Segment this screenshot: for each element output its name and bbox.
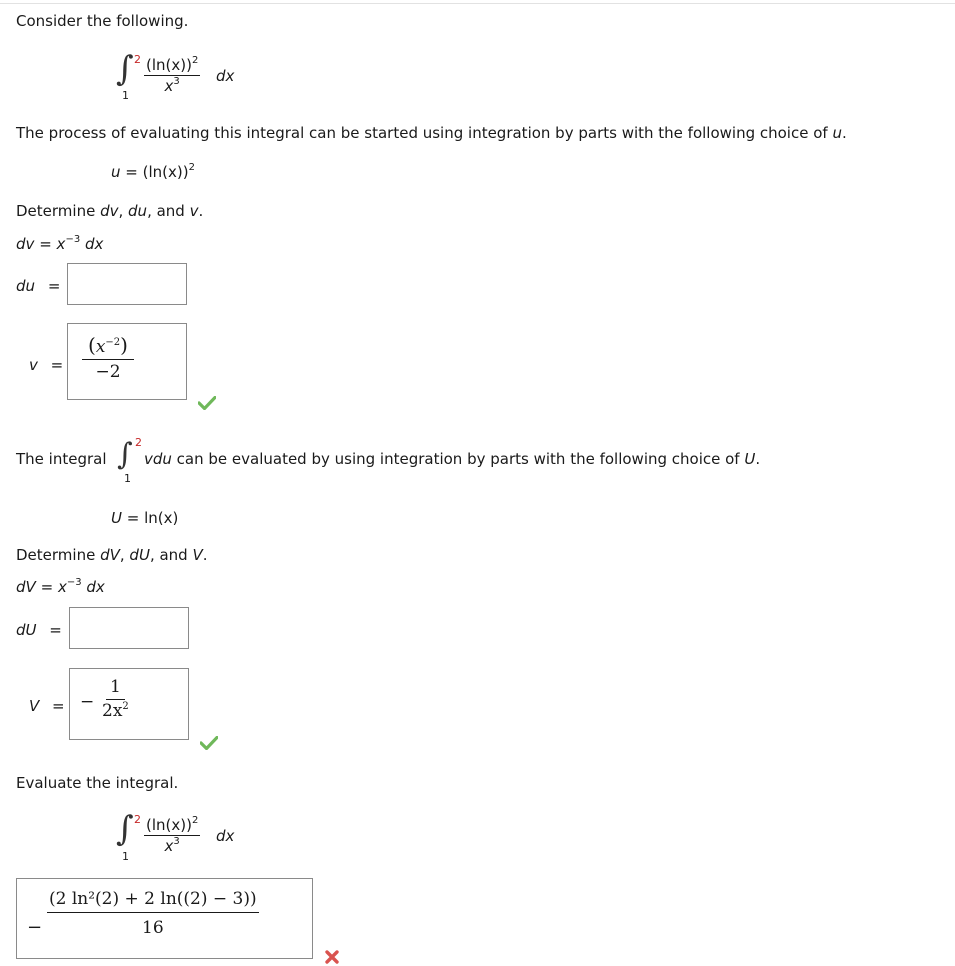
determine-2-pre: Determine [16, 546, 101, 564]
V-fraction [102, 677, 129, 721]
top-divider [0, 3, 955, 4]
process-end: . [841, 124, 847, 142]
dv-label: dv [16, 235, 35, 253]
integral-lower-limit: 1 [122, 89, 129, 102]
dU-input[interactable] [69, 607, 189, 649]
determine-2-sep1: , [119, 546, 130, 564]
u-choice-expr: (ln(x)) [142, 163, 189, 181]
dV-eq: = [40, 578, 54, 596]
process-text-body: The process of evaluating this integral can be started using integration by parts with the following choice of [16, 124, 833, 142]
incorrect-x-icon [324, 949, 340, 965]
integral2-var: U [744, 450, 756, 468]
du-label-row [16, 277, 60, 295]
u-choice-exp: 2 [188, 162, 195, 173]
integral2-upper-limit: 2 [135, 436, 142, 449]
du-eq: = [47, 277, 61, 295]
V-eq: = [52, 697, 65, 715]
V-label: V [29, 697, 40, 715]
integrand-fraction [144, 56, 200, 95]
integral2-pre: The integral [16, 450, 107, 468]
integral2-expr: vdu [144, 450, 172, 468]
integral2-post: can be evaluated by using integration by parts with the following choice of [171, 450, 745, 468]
U-choice-expr: ln(x) [144, 509, 179, 527]
determine-1-pre: Determine [16, 202, 101, 220]
check-icon [198, 396, 216, 410]
dv-eq: = [39, 235, 52, 253]
process-var: u [832, 124, 842, 142]
integral-dx: dx [216, 827, 235, 845]
dV-exp: −3 [66, 577, 82, 588]
dv-dx: dx [84, 235, 104, 253]
dv-row [16, 235, 103, 253]
u-choice-eq: = [125, 163, 138, 181]
integrand-den-exponent: 3 [173, 836, 180, 847]
determine-1-dv: dv [100, 202, 119, 220]
final-answer-fraction [47, 889, 259, 938]
integral-sign: ∫ [116, 809, 134, 849]
determine-2-dV: dV [100, 546, 120, 564]
integral-dx: dx [216, 67, 235, 85]
du-input[interactable] [67, 263, 187, 305]
V-den-coef: 2x [102, 701, 123, 721]
v-open-paren: ( [88, 333, 96, 357]
dU-label: dU [16, 621, 37, 639]
dU-eq: = [49, 621, 62, 639]
integral-lower-limit: 1 [122, 850, 129, 863]
determine-1-sep1: , [118, 202, 129, 220]
du-label: du [16, 277, 36, 295]
v-label-row [29, 356, 63, 374]
determine-2-end: . [202, 546, 208, 564]
determine-2-text [16, 546, 208, 564]
integrand-fraction [144, 816, 200, 855]
u-choice-var: u [111, 163, 121, 181]
intro-text: Consider the following. [16, 12, 189, 30]
integral2-lower-limit: 1 [124, 472, 131, 485]
evaluate-text: Evaluate the integral. [16, 774, 179, 792]
dv-base: x [56, 235, 66, 253]
integral-sign: ∫ [116, 49, 134, 89]
V-numerator: 1 [106, 677, 125, 700]
final-answer-denominator: 16 [142, 918, 164, 938]
v-close-paren: ) [120, 333, 128, 357]
integrand-numerator: (ln(x)) [146, 56, 192, 74]
determine-1-text [16, 202, 203, 220]
V-den-exp: 2 [122, 701, 129, 712]
v-base: x [95, 337, 106, 357]
integral2-sign: ∫ [117, 437, 133, 472]
v-fraction [82, 333, 134, 382]
determine-1-end: . [198, 202, 204, 220]
integrand-den-base: x [164, 837, 174, 855]
dV-dx: dx [86, 578, 105, 596]
V-label-row [29, 697, 65, 715]
integral-upper-limit: 2 [134, 53, 141, 66]
determine-1-sep2: , and [147, 202, 190, 220]
v-answer-box[interactable] [67, 323, 187, 400]
check-icon [200, 736, 218, 750]
dU-label-row [16, 621, 62, 639]
U-choice [111, 509, 178, 527]
u-choice [111, 163, 195, 181]
U-choice-var: U [111, 509, 122, 527]
final-answer-sign: − [27, 917, 43, 938]
integrand-num-exponent: 2 [191, 55, 199, 66]
dV-label: dV [16, 578, 36, 596]
integrand-den-exponent: 3 [173, 76, 180, 87]
final-answer-numerator: (2 ln²(2) + 2 ln((2) − 3)) [47, 889, 259, 913]
U-choice-eq: = [126, 509, 140, 527]
process-text [16, 124, 847, 142]
integral2-text [144, 450, 760, 468]
v-denominator: −2 [95, 362, 121, 382]
integrand-numerator: (ln(x)) [146, 816, 192, 834]
final-answer-box[interactable] [16, 878, 313, 959]
integral-upper-limit: 2 [134, 813, 141, 826]
integrand-den-base: x [164, 77, 174, 95]
determine-2-dU: dU [129, 546, 150, 564]
determine-2-V: V [192, 546, 203, 564]
determine-1-du: du [128, 202, 148, 220]
integral2-end: . [755, 450, 761, 468]
V-answer-box[interactable] [69, 668, 189, 740]
determine-2-sep2: , and [149, 546, 193, 564]
determine-1-v: v [189, 202, 199, 220]
dV-row [16, 578, 105, 596]
v-eq: = [50, 356, 64, 374]
v-label: v [29, 356, 38, 374]
dv-exp: −3 [65, 234, 81, 245]
V-sign: − [80, 692, 95, 712]
integrand-num-exponent: 2 [191, 815, 199, 826]
v-exp: −2 [105, 337, 121, 348]
dV-base: x [57, 578, 67, 596]
